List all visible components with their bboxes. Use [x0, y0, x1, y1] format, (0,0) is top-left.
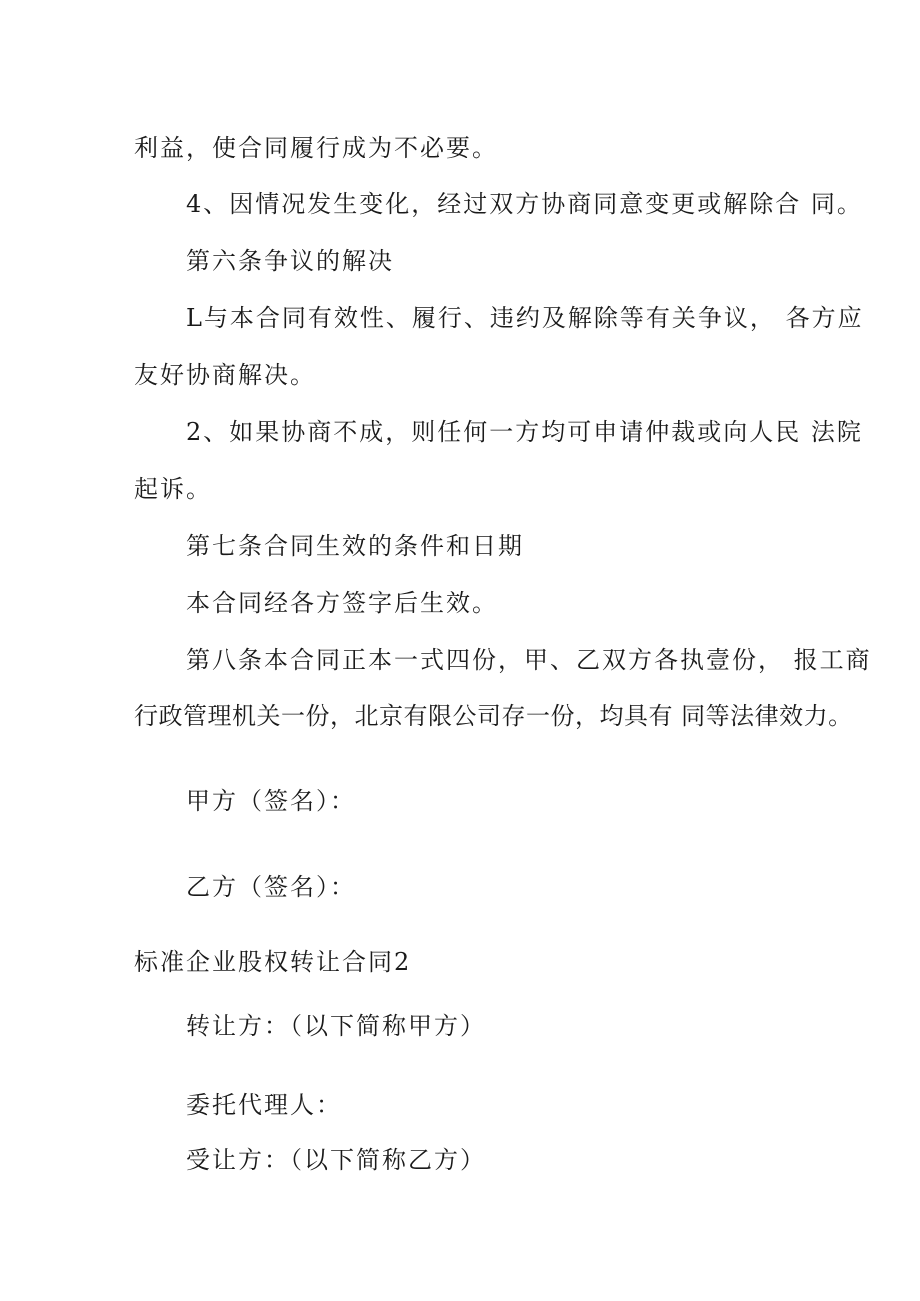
section-heading: 第六条争议的解决 [186, 247, 394, 275]
paragraph-line: 本合同经各方签字后生效。 [186, 589, 498, 617]
paragraph-line: L与本合同有效性、履行、违约及解除等有关争议， 各方应 [186, 304, 864, 332]
paragraph-line: 起诉。 [134, 475, 212, 503]
paragraph-line: 行政管理机关一份，北京有限公司存一份，均具有 同等法律效力。 [134, 702, 853, 730]
transferor-line: 转让方：（以下简称甲方） [186, 1012, 486, 1040]
paragraph-line: 友好协商解决。 [134, 361, 316, 389]
paragraph-line: 2、如果协商不成，则任何一方均可申请仲裁或向人民 法院 [186, 418, 863, 446]
signature-line-party-a: 甲方（签名）： [186, 787, 356, 815]
paragraph-line: 第八条本合同正本一式四份，甲、乙双方各执壹份， 报工商 [186, 646, 872, 674]
agent-line: 委托代理人： [186, 1091, 342, 1119]
signature-line-party-b: 乙方（签名）： [186, 873, 356, 901]
document-title: 标准企业股权转让合同2 [134, 948, 412, 976]
paragraph-line: 利益，使合同履行成为不必要。 [134, 134, 498, 162]
transferee-line: 受让方：（以下简称乙方） [186, 1146, 486, 1174]
section-heading: 第七条合同生效的条件和日期 [186, 532, 524, 560]
paragraph-line: 4、因情况发生变化，经过双方协商同意变更或解除合 同。 [186, 190, 863, 218]
